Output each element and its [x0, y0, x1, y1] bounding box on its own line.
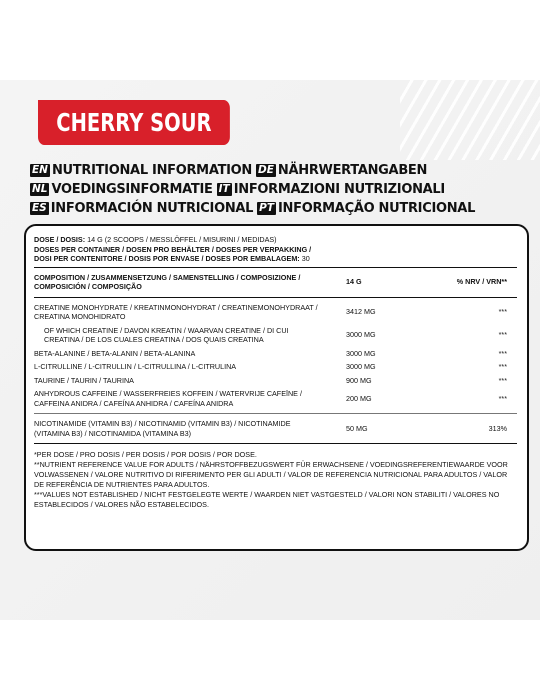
- flavor-label: CHERRY SOUR: [38, 100, 230, 145]
- ingredient-name: NICOTINAMIDE (VITAMIN B3) / NICOTINAMID (VITAMIN B3) / NICOTINAMIDE (VITAMINA B3) / NICOTINAMIDA (VITAMINA B3): [34, 419, 291, 438]
- heading-text-en: NUTRITIONAL INFORMATION: [51, 163, 253, 178]
- ingredient-name: BETA-ALANINE / BETA-ALANIN / BETA-ALANINA: [34, 348, 196, 358]
- doses-per-container-label: DOSES PER CONTAINER / DOSEN PRO BEHÄLTER / DOSES PER VERPAKKING /: [34, 244, 312, 254]
- ingredient-name: L-CITRULLINE / L-CITRULLIN / L-CITRULLINA / L-CITRULINA: [34, 362, 237, 371]
- heading-text-nl: VOEDINGSINFORMATIE: [51, 182, 213, 197]
- ingredient-name: OF WHICH CREATINE / DAVON KREATIN / WAARVAN CREATINE / DI CUI CREATINA / DE LOS CUALES CREATINA / DOS QUAIS CREATINA: [44, 325, 289, 344]
- header-amount: 14 G: [346, 277, 362, 287]
- heading-line: [30, 200, 479, 217]
- ingredient-name: CREATINE MONOHYDRATE / KREATINMONOHYDRAT / CREATINEMONOHYDRAAT / CREATINA MONOHIDRATO: [34, 302, 318, 321]
- header-composition: COMPOSITION / ZUSAMMENSETZUNG / SAMENSTELLING / COMPOSIZIONE / COMPOSICIÓN / COMPOSIÇÃO: [34, 272, 301, 291]
- language-badge-it: IT: [218, 183, 230, 195]
- decorative-stripes: [400, 80, 540, 160]
- heading-line: [30, 181, 479, 198]
- language-badge-pt: PT: [259, 202, 275, 214]
- heading-text-it: INFORMAZIONI NUTRIZIONALI: [233, 182, 445, 197]
- table-row: [34, 360, 517, 374]
- table-row: [34, 324, 517, 347]
- table-row: [34, 374, 517, 388]
- ingredient-name: TAURINE / TAURIN / TAURINA: [34, 375, 134, 385]
- ingredient-nrv: ***: [498, 348, 507, 358]
- ingredient-nrv: ***: [498, 375, 507, 385]
- heading-line: [30, 162, 479, 179]
- table-header: [34, 271, 517, 294]
- ingredient-amount: 3412 MG: [346, 307, 376, 317]
- ingredient-amount: 50 MG: [346, 423, 368, 433]
- heading-text-pt: INFORMAÇÃO NUTRICIONAL: [278, 201, 476, 216]
- table-row: [34, 387, 517, 410]
- ingredient-amount: 200 MG: [346, 393, 372, 403]
- language-badge-de: DE: [258, 164, 274, 176]
- header-nrv: % NRV / VRN**: [456, 277, 507, 287]
- ingredient-amount: 900 MG: [346, 375, 372, 385]
- ingredient-nrv: 313%: [488, 423, 507, 433]
- table-row: [34, 301, 517, 324]
- heading-text-de: NÄHRWERTANGABEN: [277, 163, 428, 178]
- table-row: [34, 347, 517, 361]
- footnote: *PER DOSE / PRO DOSIS / PER DOSIS / POR DOSIS / POR DOSE.: [34, 450, 257, 459]
- divider: [34, 267, 517, 268]
- ingredient-nrv: ***: [498, 330, 507, 340]
- language-badge-en: EN: [32, 164, 48, 176]
- nutrition-table-card: [24, 224, 529, 551]
- footnote: ***VALUES NOT ESTABLISHED / NICHT FESTGELEGTE WERTE / WAARDEN NIET VASTGESTELD / VALORI NON STABILITI / VALORES NO ESTABLECIDOS / VALORES NÃO ESTABELECIDOS.: [34, 490, 500, 509]
- dose-label: DOSE / DOSIS:: [34, 235, 86, 244]
- footnote: **NUTRIENT REFERENCE VALUE FOR ADULTS / NÄHRSTOFFBEZUGSWERT FÜR ERWACHSENE / VOEDINGSREFERENTIEWAARDE VOOR VOLWASSENEN / VALORE NUTRITIVO DI RIFERIMENTO PER GLI ADULTI / VALOR DE REFERENCIA NUTRICIONAL PARA ADULTOS / VALOR DE REFERÊNCIA DE NUTRIENTES PARA ADULTOS.: [34, 460, 508, 489]
- dose-value: 14 G (2 SCOOPS / MESSLÖFFEL / MISURINI / MEDIDAS): [85, 235, 277, 244]
- doses-per-container-label-2: DOSI PER CONTENITORE / DOSIS POR ENVASE / DOSES POR EMBALAGEM:: [34, 254, 300, 263]
- ingredient-name: ANHYDROUS CAFFEINE / WASSERFREIES KOFFEIN / WATERVRIJE CAFEÏNE / CAFFEINA ANIDRA / CAFEÍNA ANHIDRA / CAFEÍNA ANIDRA: [34, 389, 302, 408]
- heading-block: [30, 162, 479, 219]
- dose-info: [34, 235, 517, 264]
- language-badge-es: ES: [32, 202, 47, 214]
- heading-text-es: INFORMACIÓN NUTRICIONAL: [50, 201, 254, 216]
- footnotes: [34, 450, 517, 510]
- divider: [34, 413, 517, 414]
- doses-per-container-value: 30: [299, 254, 310, 263]
- divider: [34, 443, 517, 444]
- table-row: [34, 417, 517, 440]
- ingredient-amount: 3000 MG: [346, 348, 376, 358]
- ingredient-amount: 3000 MG: [346, 362, 376, 371]
- ingredient-nrv: ***: [498, 393, 507, 403]
- language-badge-nl: NL: [32, 183, 48, 195]
- ingredient-amount: 3000 MG: [346, 330, 376, 340]
- ingredient-nrv: ***: [498, 362, 507, 371]
- ingredient-nrv: ***: [498, 307, 507, 317]
- divider: [34, 297, 517, 298]
